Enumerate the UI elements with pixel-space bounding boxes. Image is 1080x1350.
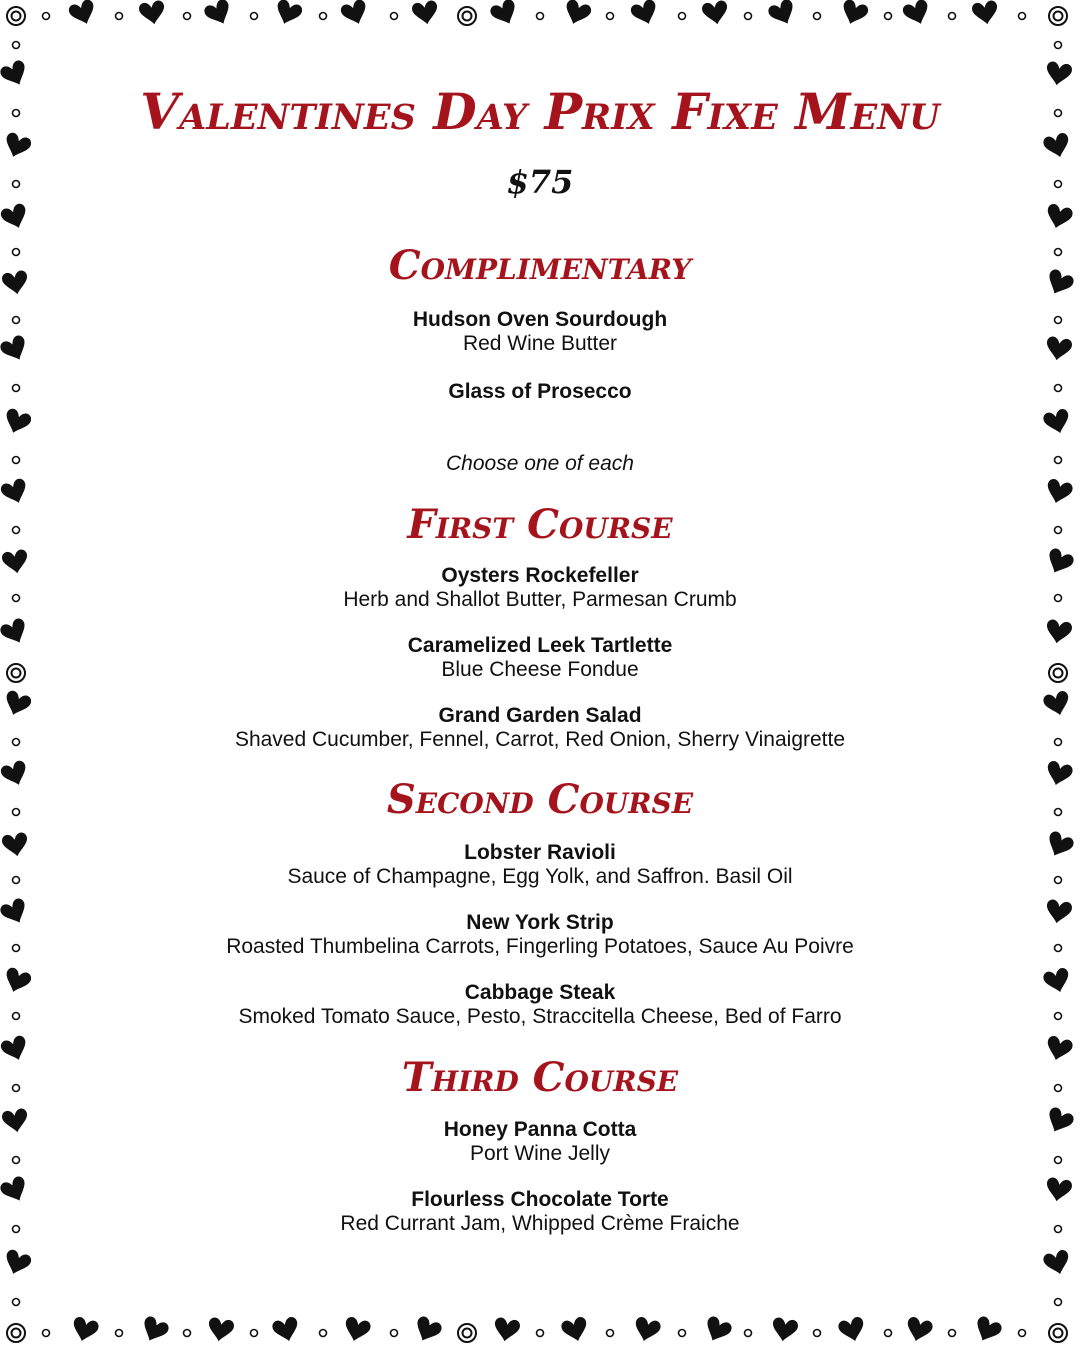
small-circle-icon: [251, 1330, 258, 1337]
small-circle-icon: [13, 595, 20, 602]
section-title-third-course: Third Course: [401, 1054, 679, 1101]
heart-icon: [1042, 132, 1072, 161]
item-description: Red Wine Butter: [462, 332, 618, 355]
concentric-circle-icon: [7, 1324, 25, 1342]
small-circle-icon: [13, 945, 20, 952]
small-circle-icon: [43, 13, 50, 20]
heart-icon: [1044, 760, 1074, 789]
heart-icon: [1, 966, 32, 996]
heart-icon: [0, 477, 31, 507]
heart-icon: [342, 1316, 372, 1345]
small-circle-icon: [320, 13, 327, 20]
small-circle-icon: [607, 1330, 614, 1337]
small-circle-icon: [1055, 945, 1062, 952]
item-description: Red Currant Jam, Whipped Crème Fraiche: [340, 1212, 740, 1235]
small-circle-icon: [13, 527, 20, 534]
small-circle-icon: [43, 1330, 50, 1337]
heart-icon: [560, 1316, 590, 1345]
heart-icon: [70, 1316, 100, 1345]
small-circle-icon: [1019, 1330, 1026, 1337]
small-circle-icon: [1055, 809, 1062, 816]
small-circle-icon: [13, 877, 20, 884]
heart-icon: [1042, 690, 1072, 719]
heart-icon: [271, 1316, 301, 1345]
heart-icon: [411, 0, 440, 26]
heart-icon: [1044, 1035, 1074, 1064]
small-circle-icon: [1055, 385, 1062, 392]
small-circle-icon: [1055, 1299, 1062, 1306]
item-name: Grand Garden Salad: [438, 704, 642, 727]
item-description: Herb and Shallot Butter, Parmesan Crumb: [343, 588, 737, 611]
item-description: Port Wine Jelly: [469, 1142, 611, 1165]
heart-icon: [0, 59, 31, 90]
heart-icon: [1, 131, 32, 161]
item-name: Flourless Chocolate Torte: [411, 1188, 669, 1211]
heart-icon: [138, 0, 167, 26]
small-circle-icon: [13, 1226, 20, 1233]
small-circle-icon: [679, 13, 686, 20]
concentric-circle-icon: [1049, 7, 1067, 25]
small-circle-icon: [13, 42, 20, 49]
small-circle-icon: [116, 1330, 123, 1337]
small-circle-icon: [391, 1330, 398, 1337]
heart-icon: [1044, 336, 1073, 363]
small-circle-icon: [1055, 1013, 1062, 1020]
heart-icon: [138, 1315, 170, 1346]
heart-icon: [0, 617, 31, 648]
small-circle-icon: [1055, 1226, 1062, 1233]
small-circle-icon: [13, 739, 20, 746]
concentric-circle-icon: [458, 7, 476, 25]
item-name: Hudson Oven Sourdough: [412, 308, 668, 331]
section-title-second-course: Second Course: [386, 776, 694, 823]
small-circle-icon: [13, 1299, 20, 1306]
item-name: New York Strip: [466, 911, 614, 934]
small-circle-icon: [1055, 249, 1062, 256]
heart-icon: [67, 0, 98, 28]
heart-icon: [0, 334, 31, 365]
heart-icon: [202, 0, 234, 29]
heart-icon: [0, 1034, 31, 1064]
heart-icon: [837, 1316, 867, 1345]
item-description: Shaved Cucumber, Fennel, Carrot, Red Onion, Sherry Vinaigrette: [234, 728, 846, 751]
heart-icon: [1044, 1177, 1073, 1204]
small-circle-icon: [13, 1085, 20, 1092]
heart-icon: [339, 0, 370, 28]
small-circle-icon: [1055, 527, 1062, 534]
small-circle-icon: [13, 809, 20, 816]
small-circle-icon: [13, 1013, 20, 1020]
menu-item: [60, 1188, 1020, 1236]
heart-icon: [0, 897, 31, 928]
small-circle-icon: [13, 1157, 20, 1164]
concentric-circle-icon: [1049, 1324, 1067, 1342]
small-circle-icon: [1055, 110, 1062, 117]
heart-icon: [492, 1317, 521, 1344]
small-circle-icon: [949, 1330, 956, 1337]
concentric-circle-icon: [1049, 664, 1067, 682]
heart-icon: [1042, 967, 1072, 996]
heart-icon: [904, 1316, 934, 1345]
menu-item: [60, 1118, 1020, 1166]
small-circle-icon: [814, 1330, 821, 1337]
heart-icon: [971, 0, 1000, 26]
small-circle-icon: [745, 13, 752, 20]
small-circle-icon: [391, 13, 398, 20]
small-circle-icon: [1055, 1157, 1062, 1164]
menu-price: $75: [506, 163, 574, 201]
small-circle-icon: [537, 1330, 544, 1337]
small-circle-icon: [13, 317, 20, 324]
item-description: Sauce of Champagne, Egg Yolk, and Saffron. Basil Oil: [287, 865, 793, 888]
concentric-circle-icon: [7, 7, 25, 25]
small-circle-icon: [1055, 739, 1062, 746]
heart-icon: [1043, 268, 1075, 299]
heart-icon: [488, 0, 520, 29]
section-title-first-course: First Course: [407, 501, 673, 548]
small-circle-icon: [1055, 42, 1062, 49]
small-circle-icon: [745, 1330, 752, 1337]
heart-icon: [272, 0, 303, 28]
menu-item: [60, 380, 1020, 404]
small-circle-icon: [1055, 181, 1062, 188]
item-name: Honey Panna Cotta: [443, 1118, 637, 1141]
item-name: Caramelized Leek Tartlette: [407, 634, 673, 657]
heart-icon: [632, 1316, 662, 1345]
heart-icon: [1044, 61, 1073, 88]
small-circle-icon: [13, 385, 20, 392]
small-circle-icon: [1055, 877, 1062, 884]
heart-icon: [1043, 1106, 1075, 1137]
heart-icon: [1044, 478, 1074, 507]
small-circle-icon: [607, 13, 614, 20]
small-circle-icon: [1055, 595, 1062, 602]
small-circle-icon: [1055, 317, 1062, 324]
heart-icon: [206, 1317, 235, 1344]
small-circle-icon: [1055, 457, 1062, 464]
heart-icon: [1043, 830, 1075, 861]
heart-icon: [1043, 547, 1075, 578]
menu-item: [60, 564, 1020, 612]
section-title-complimentary: Complimentary: [388, 242, 692, 289]
item-name: Glass of Prosecco: [448, 380, 632, 403]
small-circle-icon: [949, 13, 956, 20]
concentric-circle-icon: [7, 664, 25, 682]
item-description: Smoked Tomato Sauce, Pesto, Straccitella Cheese, Bed of Farro: [238, 1005, 842, 1028]
heart-icon: [411, 1315, 443, 1346]
heart-icon: [1042, 408, 1072, 437]
small-circle-icon: [184, 1330, 191, 1337]
heart-icon: [701, 0, 730, 26]
small-circle-icon: [251, 13, 258, 20]
heart-icon: [1042, 1249, 1072, 1278]
small-circle-icon: [1055, 1085, 1062, 1092]
heart-icon: [0, 759, 31, 789]
concentric-circle-icon: [458, 1324, 476, 1342]
menu-item: [60, 308, 1020, 356]
heart-icon: [1, 689, 32, 719]
heart-icon: [0, 202, 31, 232]
item-description: Roasted Thumbelina Carrots, Fingerling Potatoes, Sauce Au Poivre: [226, 935, 854, 958]
choice-note: Choose one of each: [446, 452, 634, 475]
small-circle-icon: [184, 13, 191, 20]
menu-item: [60, 981, 1020, 1029]
heart-icon: [1044, 203, 1074, 232]
heart-icon: [1044, 619, 1073, 646]
heart-icon: [561, 0, 592, 28]
heart-icon: [766, 0, 798, 29]
heart-icon: [701, 1315, 733, 1346]
small-circle-icon: [1019, 13, 1026, 20]
heart-icon: [1, 1248, 32, 1278]
heart-icon: [629, 0, 660, 28]
menu-item: [60, 911, 1020, 959]
heart-icon: [1, 832, 30, 859]
small-circle-icon: [814, 13, 821, 20]
menu-item: [60, 704, 1020, 752]
menu-item: [60, 841, 1020, 889]
small-circle-icon: [885, 1330, 892, 1337]
small-circle-icon: [13, 249, 20, 256]
heart-icon: [1, 549, 30, 576]
small-circle-icon: [885, 13, 892, 20]
small-circle-icon: [679, 1330, 686, 1337]
small-circle-icon: [13, 110, 20, 117]
menu-title: Valentines Day Prix Fixe Menu: [140, 82, 940, 141]
heart-icon: [0, 1175, 31, 1206]
heart-icon: [1, 1108, 30, 1135]
menu-item: [60, 634, 1020, 682]
heart-icon: [971, 1315, 1003, 1346]
heart-icon: [838, 0, 869, 28]
heart-icon: [1044, 899, 1073, 926]
item-description: Blue Cheese Fondue: [441, 658, 639, 681]
small-circle-icon: [320, 1330, 327, 1337]
heart-icon: [770, 1317, 799, 1344]
heart-icon: [1, 270, 30, 297]
item-name: Cabbage Steak: [464, 981, 616, 1004]
small-circle-icon: [13, 181, 20, 188]
small-circle-icon: [537, 13, 544, 20]
item-name: Lobster Ravioli: [464, 841, 616, 864]
heart-icon: [901, 0, 932, 28]
heart-icon: [1, 407, 32, 437]
small-circle-icon: [116, 13, 123, 20]
small-circle-icon: [13, 457, 20, 464]
item-name: Oysters Rockefeller: [441, 564, 639, 587]
